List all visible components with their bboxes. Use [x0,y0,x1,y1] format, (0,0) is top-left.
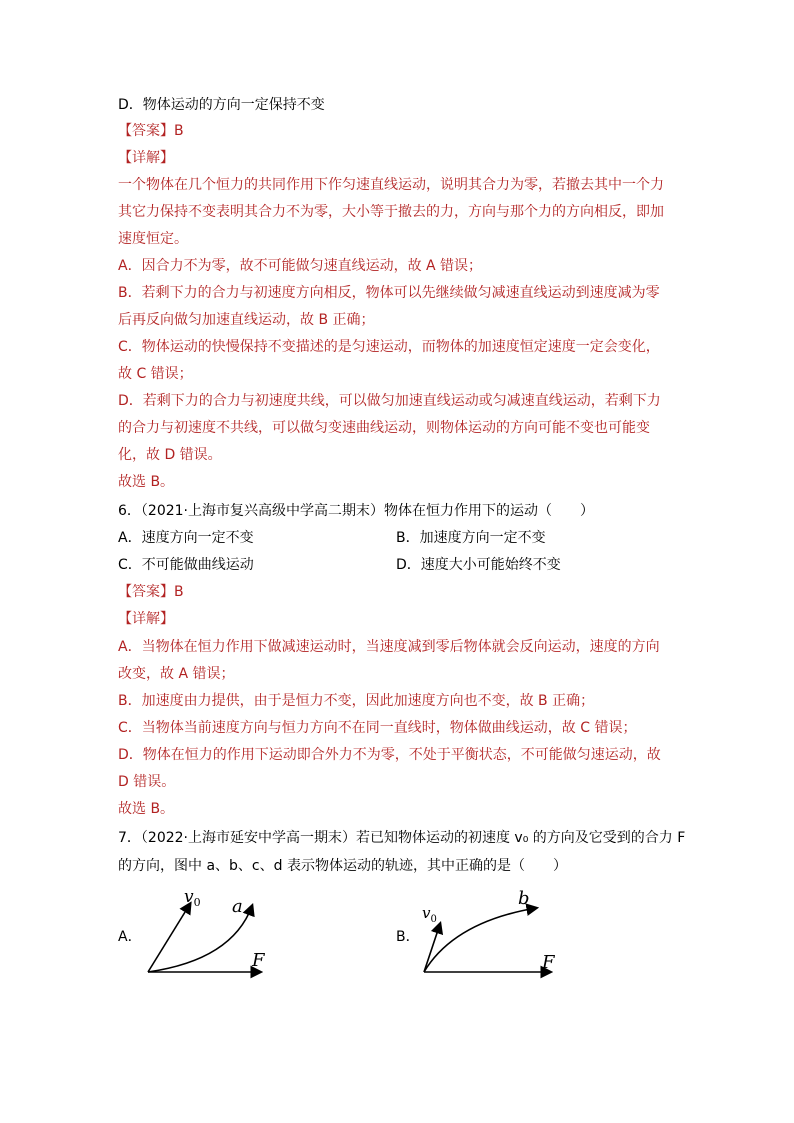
q5-explain-line: 其它力保持不变表明其合力不为零，大小等于撤去的力，方向与那个力的方向相反，即加 [118,204,664,220]
q5-explain-line: 一个物体在几个恒力的共同作用下作匀速直线运动，说明其合力为零，若撤去其中一个力 [118,177,664,193]
q6-option-a: A．速度方向一定不变 [118,530,254,546]
q6-answer: 【答案】B [118,584,184,600]
q7-fig-a-label: A． [118,929,142,945]
trajectory-b [424,908,536,972]
q5-explain-line: 速度恒定。 [118,231,188,247]
q6-option-row [118,529,678,547]
q7-figure-b [416,880,566,980]
q6-explain-line: B．加速度由力提供，由于是恒力不变，因此加速度方向也不变，故 B 正确； [118,693,595,709]
q7-fig-b-label: B． [396,929,420,945]
q6-option-row [118,556,678,574]
q7-stem-line-2: 的方向，图中 a、b、c、d 表示物体运动的轨迹，其中正确的是（ ） [118,858,567,874]
q5-answer: 【答案】B [118,123,184,139]
q5-explain-line: 后再反向做匀加速直线运动，故 B 正确； [118,312,375,328]
q5-explain-line: 故 C 错误； [118,366,193,382]
q6-stem: 6．（2021·上海市复兴高级中学高二期末）物体在恒力作用下的运动（ ） [118,503,594,519]
trajectory-a-label: a [232,896,243,917]
force-label: F [252,950,265,971]
q6-option-b: B．加速度方向一定不变 [396,530,546,546]
q5-explain-line: D．若剩下力的合力与初速度共线，可以做匀加速直线运动或匀减速直线运动，若剩下力 [118,393,661,409]
v0-arrow [148,904,190,972]
q5-explain-line: 化，故 D 错误。 [118,447,222,463]
v0-arrow [424,924,440,972]
q6-explain-line: 故选 B。 [118,801,175,817]
q6-option-c: C．不可能做曲线运动 [118,557,254,573]
force-label: F [542,952,555,973]
q5-explain-line: A．因合力不为零，故不可能做匀速直线运动，故 A 错误； [118,258,483,274]
q5-explain-line: 故选 B。 [118,474,175,490]
v0-symbol: $v_0$ [184,887,201,909]
q6-option-d: D．速度大小可能始终不变 [396,557,561,573]
v0-symbol: $v_0$ [422,904,437,925]
q6-explain-line: D．物体在恒力的作用下运动即合外力不为零，不处于平衡状态，不可能做匀速运动，故 [118,747,661,763]
q6-explain-line: D 错误。 [118,774,176,790]
q6-explain-line: 改变，故 A 错误； [118,666,235,682]
q5-explain-line: B．若剩下力的合力与初速度方向相反，物体可以先继续做匀减速直线运动到速度减为零 [118,285,660,301]
q5-explain-line: 的合力与初速度不共线，可以做匀变速曲线运动，则物体运动的方向可能不变也可能变 [118,420,650,436]
q6-explain-line: A．当物体在恒力作用下做减速运动时，当速度减到零后物体就会反向运动，速度的方向 [118,639,660,655]
q7-stem-line-1: 7．（2022·上海市延安中学高一期末）若已知物体运动的初速度 v₀ 的方向及它受到的合力 F [118,830,686,846]
q6-explain-line: C．当物体当前速度方向与恒力方向不在同一直线时，物体做曲线运动，故 C 错误； [118,720,637,736]
trajectory-b-label: b [518,888,530,909]
q5-explain-line: C．物体运动的快慢保持不变描述的是匀速运动，而物体的加速度恒定速度一定会变化， [118,339,660,355]
q6-explain-tag: 【详解】 [118,611,174,627]
q5-explain-tag: 【详解】 [118,150,174,166]
q5-option-d: D．物体运动的方向一定保持不变 [118,97,325,113]
q7-figure-a [140,880,280,980]
